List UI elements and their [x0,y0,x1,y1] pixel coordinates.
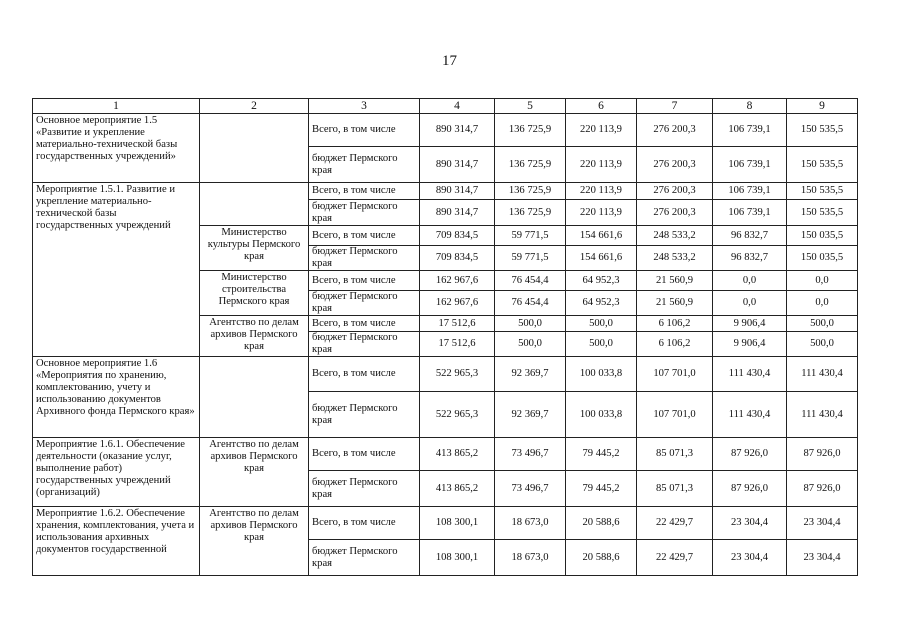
amount-cell: 220 113,9 [566,200,637,226]
amount-cell: 890 314,7 [420,200,495,226]
amount-cell: 6 106,2 [637,332,713,357]
table-row [33,507,858,540]
amount-cell: 111 430,4 [787,357,858,392]
financing-table [32,98,858,576]
amount-cell: 106 739,1 [713,200,787,226]
amount-cell: 162 967,6 [420,271,495,291]
funding-source-cell: Всего, в том числе [309,316,420,332]
amount-cell: 136 725,9 [495,200,566,226]
funding-source-cell: бюджет Пермского края [309,291,420,316]
amount-cell: 106 739,1 [713,183,787,200]
table-row [33,114,858,147]
amount-cell: 96 832,7 [713,226,787,246]
amount-cell: 73 496,7 [495,438,566,471]
amount-cell: 107 701,0 [637,392,713,438]
amount-cell: 500,0 [495,332,566,357]
amount-cell: 220 113,9 [566,147,637,183]
funding-source-cell: Всего, в том числе [309,357,420,392]
funding-source-cell: Всего, в том числе [309,438,420,471]
amount-cell: 73 496,7 [495,471,566,507]
amount-cell: 111 430,4 [713,392,787,438]
amount-cell: 150 535,5 [787,200,858,226]
amount-cell: 92 369,7 [495,357,566,392]
amount-cell: 64 952,3 [566,291,637,316]
executor-cell [200,357,309,438]
executor-cell: Агентство по делам архивов Пермского края [200,438,309,507]
amount-cell: 100 033,8 [566,357,637,392]
table-row [33,183,858,200]
column-header: 7 [637,99,713,114]
amount-cell: 0,0 [713,291,787,316]
amount-cell: 220 113,9 [566,114,637,147]
executor-cell [200,183,309,226]
amount-cell: 136 725,9 [495,114,566,147]
amount-cell: 21 560,9 [637,291,713,316]
column-header: 3 [309,99,420,114]
amount-cell: 500,0 [566,332,637,357]
column-header: 4 [420,99,495,114]
column-header: 8 [713,99,787,114]
amount-cell: 276 200,3 [637,114,713,147]
amount-cell: 248 533,2 [637,246,713,271]
amount-cell: 20 588,6 [566,540,637,576]
table-row [33,438,858,471]
amount-cell: 154 661,6 [566,226,637,246]
column-header: 1 [33,99,200,114]
amount-cell: 108 300,1 [420,540,495,576]
amount-cell: 890 314,7 [420,183,495,200]
funding-source-cell: Всего, в том числе [309,271,420,291]
amount-cell: 87 926,0 [787,438,858,471]
amount-cell: 20 588,6 [566,507,637,540]
amount-cell: 9 906,4 [713,316,787,332]
amount-cell: 18 673,0 [495,507,566,540]
amount-cell: 22 429,7 [637,507,713,540]
amount-cell: 17 512,6 [420,316,495,332]
funding-source-cell: бюджет Пермского края [309,540,420,576]
amount-cell: 106 739,1 [713,114,787,147]
amount-cell: 111 430,4 [787,392,858,438]
executor-cell: Министерство культуры Пермского края [200,226,309,271]
amount-cell: 21 560,9 [637,271,713,291]
executor-cell: Агентство по делам архивов Пермского края [200,316,309,357]
amount-cell: 500,0 [566,316,637,332]
activity-name-cell: Основное мероприятие 1.5 «Развитие и укрепление материально-технической базы государственных учреждений» [33,114,200,183]
funding-source-cell: Всего, в том числе [309,114,420,147]
amount-cell: 6 106,2 [637,316,713,332]
amount-cell: 23 304,4 [713,507,787,540]
amount-cell: 220 113,9 [566,183,637,200]
amount-cell: 106 739,1 [713,147,787,183]
funding-source-cell: Всего, в том числе [309,226,420,246]
column-header: 5 [495,99,566,114]
funding-source-cell: бюджет Пермского края [309,246,420,271]
column-header: 9 [787,99,858,114]
amount-cell: 9 906,4 [713,332,787,357]
column-header: 6 [566,99,637,114]
amount-cell: 248 533,2 [637,226,713,246]
amount-cell: 23 304,4 [713,540,787,576]
amount-cell: 709 834,5 [420,226,495,246]
amount-cell: 150 035,5 [787,246,858,271]
amount-cell: 87 926,0 [713,471,787,507]
funding-source-cell: бюджет Пермского края [309,332,420,357]
amount-cell: 136 725,9 [495,147,566,183]
amount-cell: 79 445,2 [566,438,637,471]
funding-source-cell: бюджет Пермского края [309,392,420,438]
funding-source-cell: Всего, в том числе [309,507,420,540]
amount-cell: 111 430,4 [713,357,787,392]
amount-cell: 890 314,7 [420,114,495,147]
amount-cell: 522 965,3 [420,392,495,438]
funding-source-cell: бюджет Пермского края [309,200,420,226]
activity-name-cell: Основное мероприятие 1.6 «Мероприятия по хранению, комплектованию, учету и использованию документов Архивного фонда Пермского края» [33,357,200,438]
amount-cell: 76 454,4 [495,291,566,316]
amount-cell: 500,0 [787,316,858,332]
activity-name-cell: Мероприятие 1.6.2. Обеспечение хранения, комплектования, учета и использования архивных документов государственной [33,507,200,576]
amount-cell: 107 701,0 [637,357,713,392]
funding-source-cell: Всего, в том числе [309,183,420,200]
amount-cell: 87 926,0 [787,471,858,507]
table-header-row [33,99,858,114]
amount-cell: 92 369,7 [495,392,566,438]
activity-name-cell: Мероприятие 1.6.1. Обеспечение деятельности (оказание услуг, выполнение работ) государственных учреждений (организаций) [33,438,200,507]
executor-cell: Агентство по делам архивов Пермского края [200,507,309,576]
funding-source-cell: бюджет Пермского края [309,147,420,183]
amount-cell: 522 965,3 [420,357,495,392]
amount-cell: 150 535,5 [787,147,858,183]
amount-cell: 22 429,7 [637,540,713,576]
funding-source-cell: бюджет Пермского края [309,471,420,507]
column-header: 2 [200,99,309,114]
amount-cell: 413 865,2 [420,438,495,471]
amount-cell: 108 300,1 [420,507,495,540]
executor-cell: Министерство строительства Пермского края [200,271,309,316]
table-row [33,357,858,392]
amount-cell: 59 771,5 [495,246,566,271]
amount-cell: 87 926,0 [713,438,787,471]
amount-cell: 276 200,3 [637,183,713,200]
amount-cell: 500,0 [495,316,566,332]
activity-name-cell: Мероприятие 1.5.1. Развитие и укрепление материально-технической базы государственных учреждений [33,183,200,357]
amount-cell: 18 673,0 [495,540,566,576]
amount-cell: 0,0 [713,271,787,291]
amount-cell: 154 661,6 [566,246,637,271]
executor-cell [200,114,309,183]
amount-cell: 85 071,3 [637,471,713,507]
amount-cell: 276 200,3 [637,200,713,226]
amount-cell: 23 304,4 [787,507,858,540]
amount-cell: 500,0 [787,332,858,357]
amount-cell: 136 725,9 [495,183,566,200]
amount-cell: 76 454,4 [495,271,566,291]
page-number: 17 [442,53,457,69]
amount-cell: 150 535,5 [787,114,858,147]
amount-cell: 709 834,5 [420,246,495,271]
amount-cell: 150 535,5 [787,183,858,200]
amount-cell: 85 071,3 [637,438,713,471]
amount-cell: 59 771,5 [495,226,566,246]
amount-cell: 276 200,3 [637,147,713,183]
amount-cell: 96 832,7 [713,246,787,271]
amount-cell: 0,0 [787,291,858,316]
amount-cell: 413 865,2 [420,471,495,507]
amount-cell: 23 304,4 [787,540,858,576]
amount-cell: 150 035,5 [787,226,858,246]
amount-cell: 890 314,7 [420,147,495,183]
amount-cell: 162 967,6 [420,291,495,316]
amount-cell: 17 512,6 [420,332,495,357]
amount-cell: 79 445,2 [566,471,637,507]
amount-cell: 64 952,3 [566,271,637,291]
amount-cell: 0,0 [787,271,858,291]
amount-cell: 100 033,8 [566,392,637,438]
